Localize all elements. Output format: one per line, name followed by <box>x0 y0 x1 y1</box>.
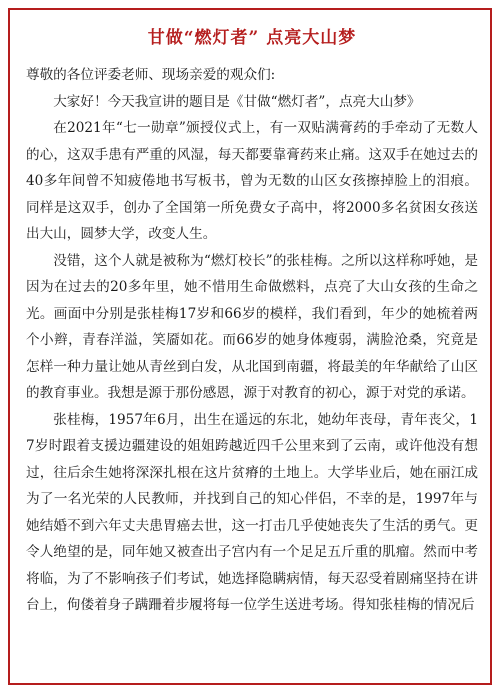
paragraph-greeting: 大家好！今天我宣讲的题目是《甘做“燃灯者”，点亮大山梦》 <box>53 93 421 110</box>
document-title: 甘做“燃灯者” 点亮大山梦 <box>147 28 357 48</box>
document-frame <box>8 8 492 685</box>
salutation: 尊敬的各位评委老师、现场亲爱的观众们: <box>26 67 276 83</box>
paragraph-medal-ceremony: 在2021年“七一勋章”颁授仪式上，有一双贴满膏药的手牵动了无数人的心，这双手患有严重的风湿，每天都要靠膏药来止痛。这双手在她过去的40多年间曾不知疲倦地书写板书，曾为无数的山区女孩擦掉脸上的泪痕。同样是这双手，创办了全国第一所免费女子高中，将2000多名贫困女孩送出大山，圆梦大学，改变人生。 <box>26 120 478 242</box>
paragraph-lamp-principal: 没错，这个人就是被称为“燃灯校长”的张桂梅。之所以这样称呼她，是因为在过去的20多年里，她不惜用生命做燃料，点亮了大山女孩的生命之光。画面中分别是张桂梅17岁和66岁的模样，我们看到，年少的她梳着两个小辫，青春洋溢，笑靥如花。而66岁的她身体瘦弱，满脸沧桑，究竟是怎样一种力量让她从青丝到白发，从北国到南疆，将最美的年华献给了山区的教育事业。我想是源于那份感恩，源于对教育的初心，源于对党的承诺。 <box>26 252 478 401</box>
paragraph-biography: 张桂梅，1957年6月，出生在遥远的东北，她幼年丧母，青年丧父，17岁时跟着支援边疆建设的姐姐跨越近四千公里来到了云南，或许他没有想过，往后余生她将深深扎根在这片贫瘠的土地上。大学毕业后，她在丽江成为了一名光荣的人民教师，并找到自己的知心伴侣，不幸的是，1997年与她结婚不到六年丈夫患胃癌去世，这一打击几乎使她丧失了生活的勇气。更令人绝望的是，同年她又被查出子宫内有一个足足五斤重的肌瘤。然而中考将临，为了不影响孩子们考试，她选择隐瞒病情，每天忍受着剧痛坚持在讲台上，佝偻着身子蹒跚着步履将每一位学生送进考场。得知张桂梅的情况后 <box>26 411 478 613</box>
